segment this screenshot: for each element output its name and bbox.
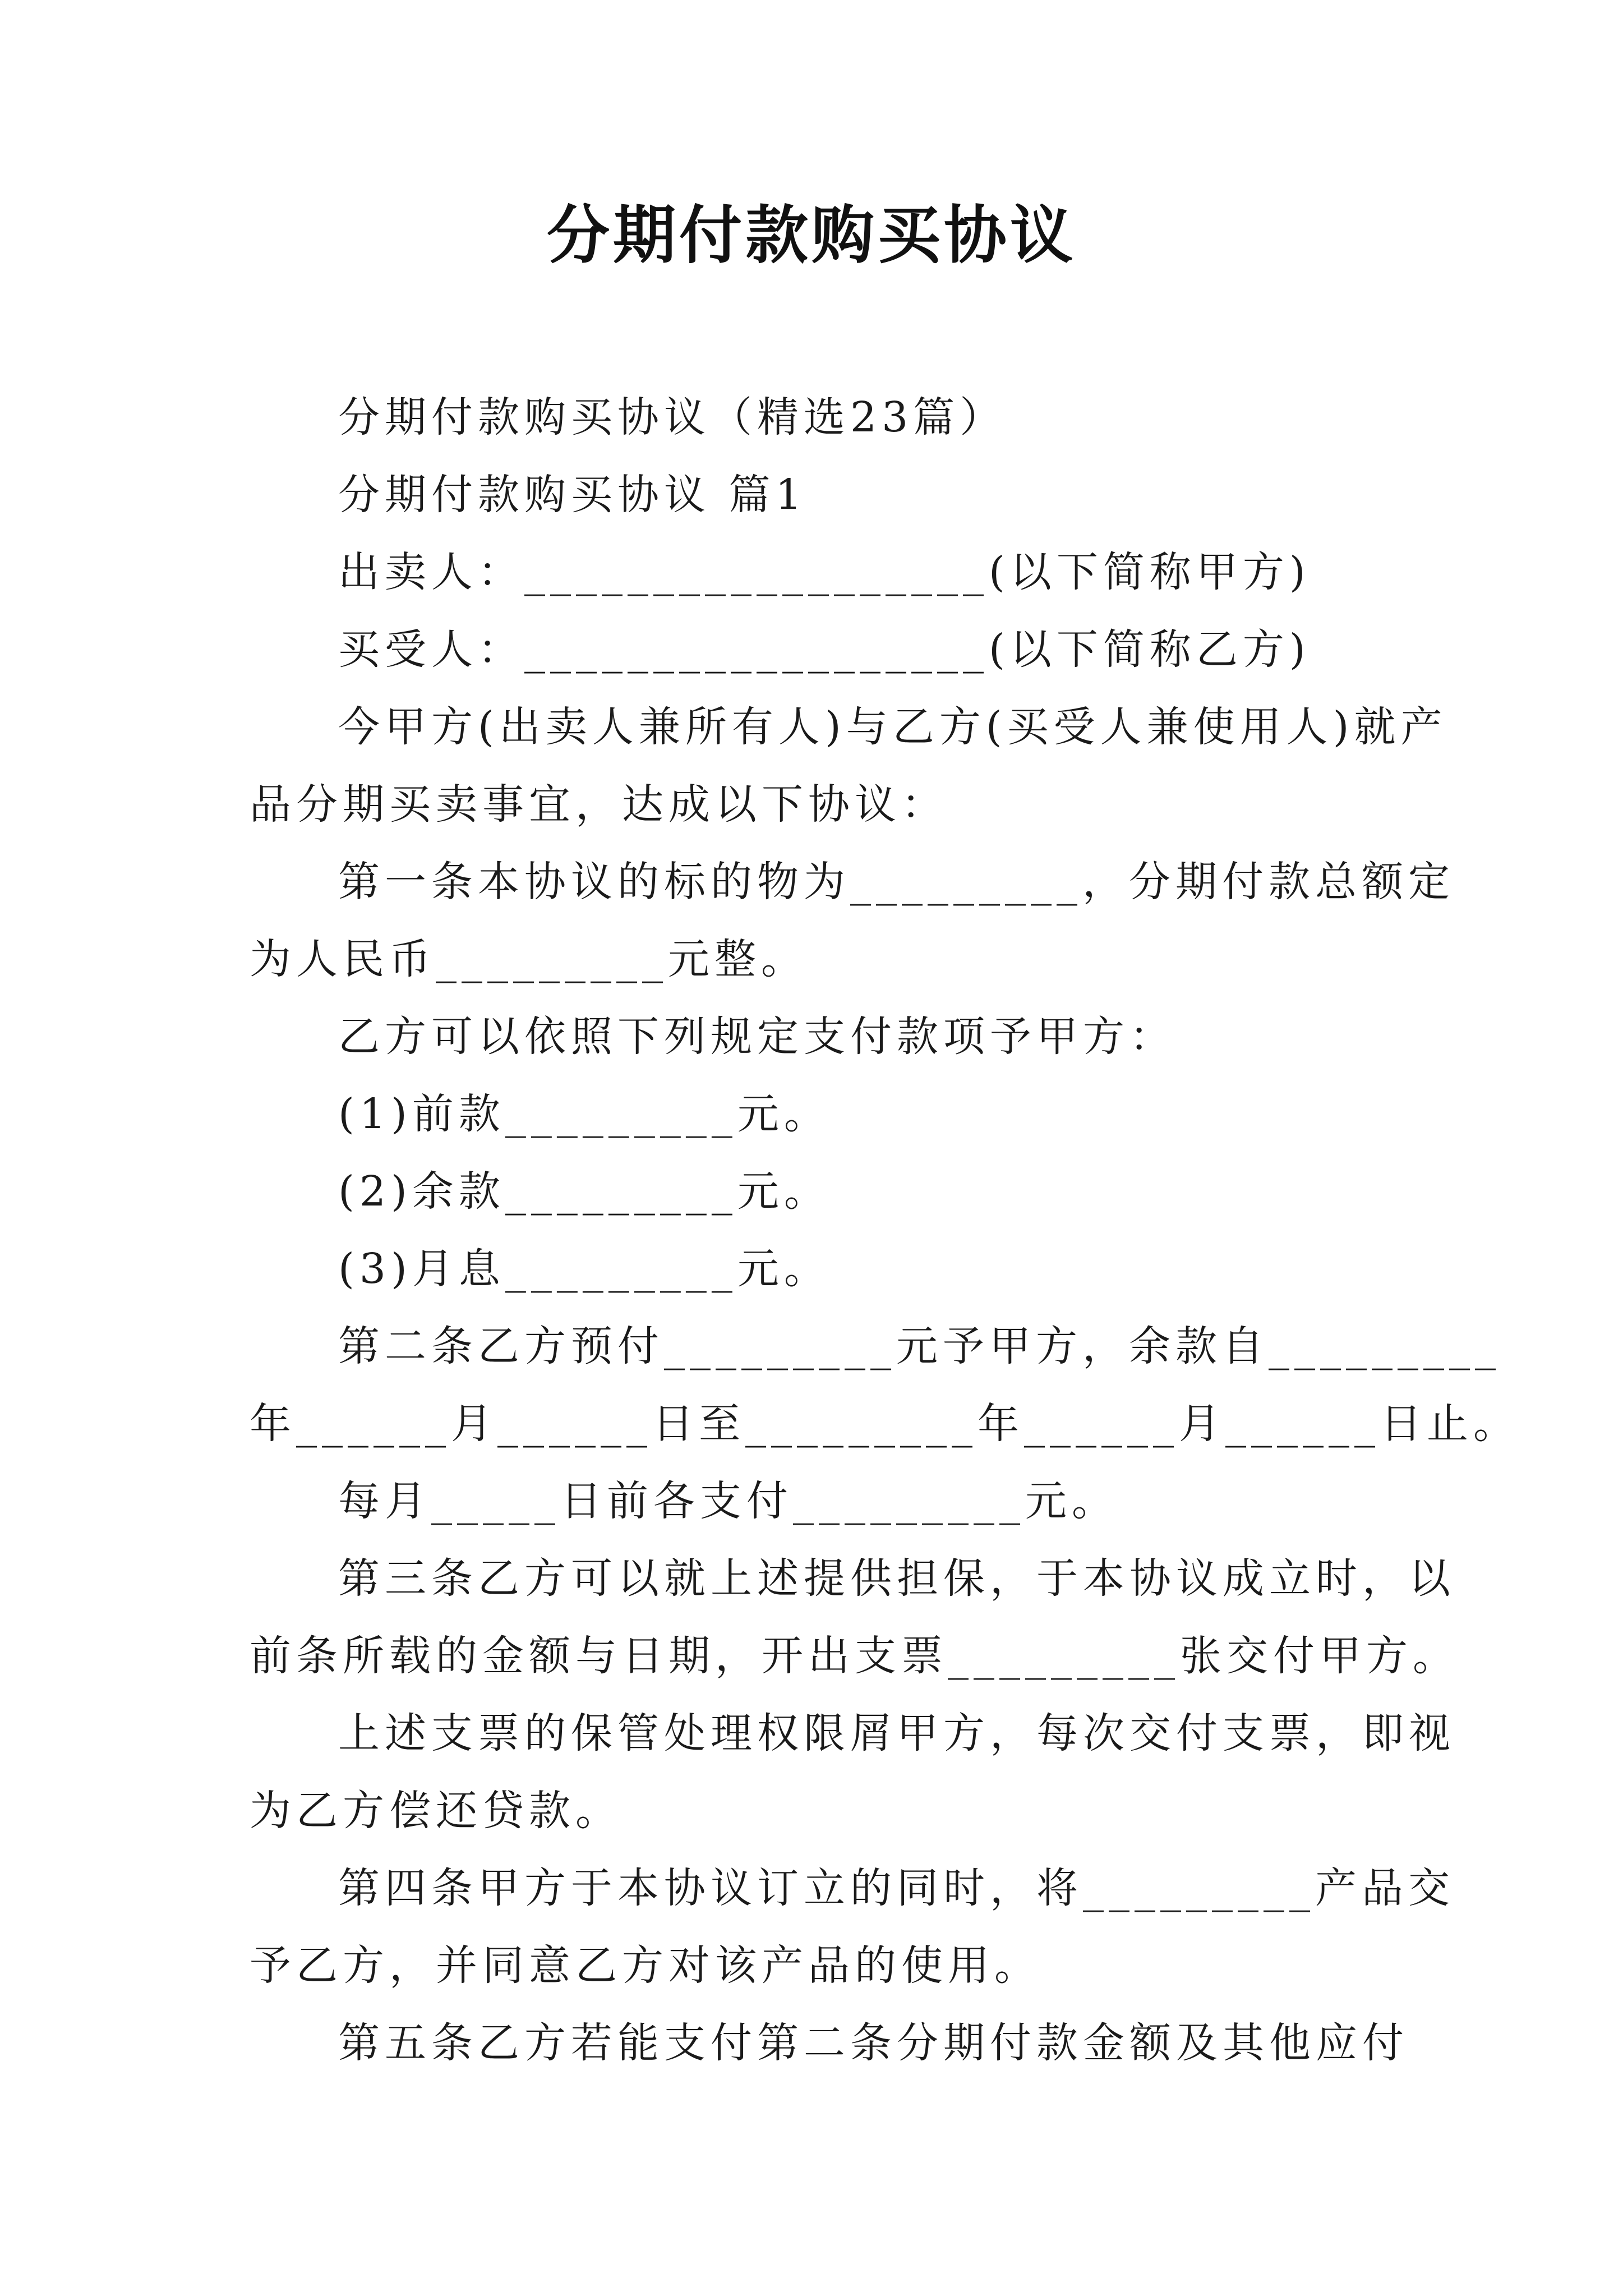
paragraph-line: 第四条甲方于本协议订立的同时，将_________产品交 [338, 1864, 1455, 1912]
paragraph-line: 第五条乙方若能支付第二条分期付款金额及其他应付 [338, 2019, 1409, 2067]
paragraph-line: 今甲方(出卖人兼所有人)与乙方(买受人兼使用人)就产 [338, 703, 1447, 751]
paragraph-line: (2)余款_________元。 [338, 1167, 831, 1216]
paragraph-line: 第三条乙方可以就上述提供担保，于本协议成立时，以 [338, 1554, 1455, 1603]
paragraph-line: 买受人：__________________(以下简称乙方) [338, 625, 1311, 674]
paragraph-line: (1)前款_________元。 [338, 1090, 831, 1138]
paragraph-line: 分期付款购买协议（精选23篇） [338, 393, 1007, 441]
paragraph-line: 第二条乙方预付_________元予甲方，余款自_________ [338, 1322, 1501, 1370]
document-body [250, 379, 1520, 2082]
paragraph-line: 乙方可以依照下列规定支付款项予甲方： [338, 1013, 1176, 1061]
document-title: 分期付款购买协议 [547, 199, 1076, 272]
paragraph-line: 前条所载的金额与日期，开出支票_________张交付甲方。 [250, 1632, 1459, 1680]
paragraph-line: 为人民币_________元整。 [250, 935, 808, 983]
paragraph-line: 出卖人：__________________(以下简称甲方) [338, 548, 1311, 596]
paragraph-line: 每月_____日前各支付_________元。 [338, 1477, 1118, 1525]
paragraph-line: 年______月______日至_________年______月______日止。 [250, 1400, 1520, 1448]
paragraph-line: 品分期买卖事宜，达成以下协议： [250, 780, 948, 829]
paragraph-line: 予乙方，并同意乙方对该产品的使用。 [250, 1941, 1041, 1990]
paragraph-line: 为乙方偿还贷款。 [250, 1787, 622, 1835]
paragraph-line: 第一条本协议的标的物为_________，分期付款总额定 [338, 858, 1455, 906]
paragraph-line: (3)月息_________元。 [338, 1245, 831, 1293]
paragraph-line: 分期付款购买协议 篇1 [338, 471, 807, 519]
paragraph-line: 上述支票的保管处理权限屑甲方，每次交付支票，即视 [338, 1709, 1455, 1757]
